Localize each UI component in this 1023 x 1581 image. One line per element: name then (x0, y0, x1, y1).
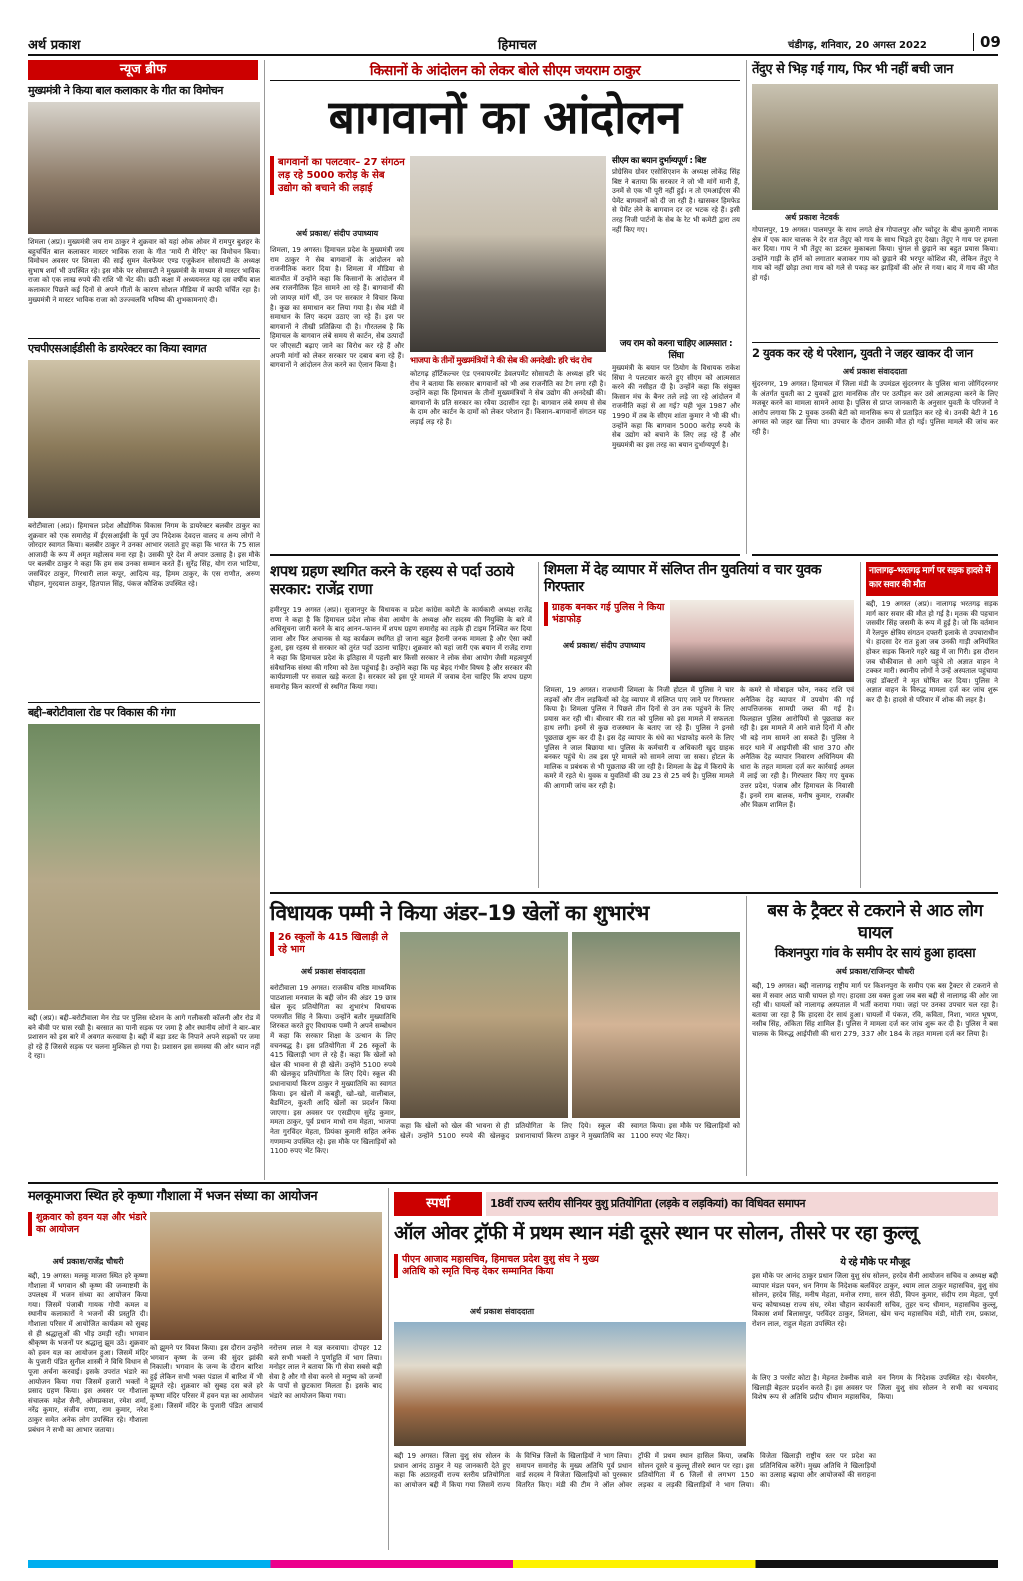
lead-side-body: प्रोग्रेसिव ग्रोवर एसोसिएशन के अध्यक्ष लोकेंद्र सिंह बिष्ट ने बताया कि सरकार ने जो भी मांगें मानी हैं, उनमें से एक भी पूरी नहीं हुई। न तो एमआईएस की पेमेंट बागवानों को दी जा रही है। खासकर हिमफेड से पेमेंट लेने के बागवान दर दर भटक रहे हैं। इसी तरह निजी पार्टनों के सेब के रेट भी कमेटी द्वारा तय नहीं किए गए। (612, 168, 740, 234)
gaushala-body: बद्दी, 19 अगस्त। मलकू माजरा स्थित हरे कृष्णा गौशाला में भगवान श्री कृष्ण की जन्माष्टमी के उपलक्ष्य में भजन संध्या का आयोजन किया गया। जिसमें पंजाबी गायक गोपी कमल व स्थानीय कलाकारों ने भजनों की प्रस्तुति दी। गौशाला परिसर में आयोजित कार्यक्रम को सुबह से ही श्रद्धालुओं की भीड़ उमड़ी रही। भगवान श्रीकृष्ण के भजनों पर श्रद्धालु झूम उठे। शुक्रवार को हवन यज्ञ का आयोजन हुआ। जिसमें मंदिर के पुजारी पंडित सुनील शास्त्री ने विधि विधान से पूजा अर्चना करवाई। इसके उपरांत भंडारे का आयोजन किया गया जिसमें हजारों भक्तों ने प्रसाद ग्रहण किया। इस अवसर पर गौशाला संचालक महेश सैनी, ओमप्रकाश, रमेश शर्मा, नरेंद्र कुमार, संजीव राणा, राम कुमार, नरेश ठाकुर समेत अनेक लोग उपस्थित रहे। गौशाला प्रबंधन ने सभी का आभार जताया। (28, 1272, 148, 1434)
youth-body: सुंदरनगर, 19 अगस्त। हिमाचल में जिला मंडी के उपमंडल सुंदरनगर के पुलिस थाना जोगिंदरनगर के अंतर्गत युवती का 2 युवकों द्वारा मानसिक तौर पर उत्पीड़न कर उसे आत्महत्या करने के लिए मजबूर करने का मामला सामने आया है। पुलिस से प्राप्त जानकारी के अनुसार युवती के परिजनों ने आरोप लगाया कि 2 युवक उनकी बेटी को मानसिक रूप से प्रताड़ित कर रहे थे। उनकी बेटी ने 16 अगस्त को जहर खा लिया था। उपचार के दौरान उसकी मौत हो गई। पुलिस मामले की जांच कर रही है। (752, 380, 998, 436)
pammi-body-2: कहा कि खेलों को खेल की भावना से ही खेलें। उन्होंने 5100 रुपये की खेलकूद प्रतियोगिता के लिए दिये। स्कूल की प्रधानाचार्या किरण ठाकुर ने मुख्यातिथि का स्वागत किया। इस मौके पर खिलाड़ियों को 1100 रुपए भेंट किए। (400, 1122, 740, 1140)
brief3-title: बद्दी–बरोटीवाला रोड पर विकास की गंगा (28, 706, 176, 719)
bus-body: बद्दी, 19 अगस्त। बद्दी नालागढ़ राष्ट्रीय मार्ग पर किशनपुरा के समीप एक बस ट्रैक्टर से टकराने से बस में सवार आठ यात्री घायल हो गए। हादसा उस वक्त हुआ जब बस बद्दी से नालागढ़ की ओर जा रही थी। घायलों को नालागढ़ अस्पताल में भर्ती कराया गया। जहां पर उनका उपचार चल रहा है। बताया जा रहा है कि हादसा देर सायं हुआ। घायलों में पंकज, रवि, कविता, निशा, भारत भूषण, नसीब सिंह, अंकिता सिंह शामिल हैं। पुलिस ने मामला दर्ज कर जांच शुरू कर दी है। पुलिस ने बस चालक के विरुद्ध आईपीसी की धारा 279, 337 और 184 के तहत मामला दर्ज कर लिया है। (752, 982, 998, 1038)
lead-subhead: बागवानों का पलटवार– 27 संगठन लड़ रहे 5000 करोड़ के सेब उद्योग को बचाने की लड़ाई (270, 156, 408, 195)
shimla-photo (670, 600, 854, 682)
cow-body: गोपालपुर, 19 अगस्त। पालमपुर के साथ लगते क्षेत्र गोपालपुर और च्योदूर के बीच कुमारी नामक क्षेत्र में एक कार चालक ने देर रात तेंदुए को गाय के साथ भिड़ते हुए देखा। तेंदुए ने गाय पर हमला कर दिया। गाय ने भी तेंदुए का डटकर मुकाबला किया। चुंगल से छुड़ाने का बहुत प्रयास किया। उन्होंने गाड़ी के हॉर्न को लगातार बजाकर गाय को छुड़ाने की भरपूर कोशिश की, लेकिन तेंदुए ने गाय को नहीं छोड़ा तथा गाय को गले से पकड़ कर झाड़ियों की ओर ले गया। बाद में गाय की मौत हो गई। (752, 226, 998, 282)
masthead-dateline: चंडीगढ़, शनिवार, 20 अगस्त 2022 (788, 40, 927, 51)
cm-photo (410, 156, 606, 352)
wushu-box-body: इस मौके पर आनंद ठाकुर प्रधान जिला वुशु संघ सोलन, हरदेव सैनी आयोजन सचिव व अध्यक्ष बद्दी व्यापार मंडल पवन, धन निगम के निदेशक बलविंदर ठाकुर, श्याम लाल ठाकुर महासचिव, वुशु संघ सोलन, हरदेव सिंह, मनीष मेहता, मनोज राणा, सरन सेठी, विपन कुमार, संदीप राम मेहता, पूर्ण चन्द कोषाध्यक्ष राज्य संघ, रमेश चौहान कार्यकारी सचिव, तुहर चन्द धीमान, महासचिव कुल्लू, विकास शर्मा बिलासपुर, परविंदर ठाकुर, शिमला, खेम चन्द महासचिव मंडी, मोती राम, प्रकाश, रोशन लाल, राहुल मेहता उपस्थित रहे। (752, 1272, 998, 1328)
wushu-subhead: पीएन आजाद महासचिव, हिमाचल प्रदेश वुशु संघ ने मुख्य अतिथि को स्मृति चिन्ह देकर सम्मानित किया (394, 1254, 612, 1278)
wushu-byline: अर्थ प्रकाश संवाददाता (469, 1307, 535, 1316)
shimla-subhead: ग्राहक बनकर गई पुलिस ने किया भंडाफोड़ (544, 602, 672, 626)
wushu-kicker: 18वीं राज्य स्तरीय सीनियर वुशु प्रतियोगिता (लड़के व लड़कियां) का विधिवत समापन (490, 1197, 805, 1210)
shimla-body-2: के कमरे से मोबाइल फोन, नकद राशि एवं अनैतिक देह व्यापार में उपयोग की गई आपत्तिजनक सामग्री जब्त की गई है। फिलहाल पुलिस आरोपियों से पूछताछ कर रही है। इस मामले में आने वाले दिनों में और भी बड़े नाम सामने आ सकते हैं। पुलिस ने सदर थाने में आइपीसी की धारा 370 और अनैतिक देह व्यापार निवारण अधिनियम की धारा के तहत मामला दर्ज कर कार्रवाई अमल में लाई जा रही है। गिरफ्तार किए गए युवक उत्तर प्रदेश, पंजाब और हिमाचल के निवासी हैं। इनमें राम बालक, मनीष कुमार, राजबीर और विक्रम शामिल हैं। (740, 686, 854, 810)
cow-byline: अर्थ प्रकाश नेटवर्क (784, 213, 840, 222)
wushu-headline: ऑल ओवर ट्रॉफी में प्रथम स्थान मंडी दूसरे स्थान पर सोलन, तीसरे पर रहा कुल्लू (394, 1222, 918, 1244)
pammi-headline: विधायक पम्मी ने किया अंडर–19 खेलों का शुभारंभ (270, 901, 649, 925)
pammi-photo-1 (400, 932, 568, 1118)
lead-kicker-bar (270, 60, 740, 81)
wushu-body-2: के लिए 3 परसेंट कोटा है। मेहनत टेक्नीक वाले खिलाड़ी बेहतर प्रदर्शन करते हैं। इस अवसर पर विशेष रूप से अतिथि प्रदीप धीमान महासचिव, वन निगम के निदेशक उपस्थित रहे। चेयरमैन, जिला वुशु संघ सोलन ने सभी का धन्यवाद किया। (752, 1374, 998, 1402)
lead-byline: अर्थ प्रकाश/ संदीप उपाध्याय (295, 229, 379, 238)
wushu-kicker-box (486, 1192, 998, 1216)
lead-side2-body: मुख्यमंत्री के बयान पर ठियोग के विधायक राकेश सिंघा ने पलटवार करते हुए सीएम को आत्मसात करने की नसीहत दी है। उन्होंने कहा कि संयुक्त किसान मंच के बैनर तले लड़े जा रहे आंदोलन में राजनीति कहां से आ गई? यही भूल 1987 और 1990 में तब के सीएम शांता कुमार ने भी की थी। उन्होंने कहा कि बागवान 5000 करोड़ रुपये के सेब उद्योग को बचाने के लिए लड़ रहे हैं और मुख्यमंत्री का इस तरह का बयान दुर्भाग्यपूर्ण है। (612, 364, 740, 449)
pammi-photo-2 (572, 932, 740, 1118)
gaushala-body-2: को झूमने पर विवश किया। इस दौरान उन्होंने भगवान कृष्ण के जन्म की सुंदर झांकी निकाली। भगवान के जन्म के दौरान बारिश हुई लेकिन सभी भक्त पंडाल में बारिश में भी झूमते रहे। शुक्रवार को सुबह दस बजे हरे कृष्णा मंदिर परिसर में हवन यज्ञ का आयोजन हुआ। जिसमें मंदिर के पुजारी पंडित आचार्य नरोत्तम लाल ने यज्ञ करवाया। दोपहर 12 बजे सभी भक्तों ने पूर्णाहुति में भाग लिया। मनोहर लाल ने बताया कि गौ सेवा सबसे बड़ी सेवा है और गौ सेवा करने से मनुष्य को जन्मों के पापों से छुटकारा मिलता है। इसके बाद भंडारे का आयोजन किया गया। (150, 1344, 382, 1410)
youth-byline: अर्थ प्रकाश संवाददाता (842, 367, 908, 376)
bus-byline: अर्थ प्रकाश/राजिन्दर चौधरी (835, 967, 915, 976)
pammi-subhead: 26 स्कूलों के 415 खिलाड़ी ले रहे भाग (270, 932, 398, 956)
lead-caption-body: कोटगढ़ हॉर्टिकल्चर एंड एनवायरमेंट डेवलपमेंट सोसायटी के अध्यक्ष हरि चंद रोच ने बताया कि सरकार बागवानों को भी अब राजनीति का टैग लगा रही है। उन्होंने कहा कि हिमाचल के तीनों मुख्यमंत्रियों ने सेब उद्योग की अनदेखी की। बागवानों के प्रति सरकार का रवैया उदासीन रहा है। बागवान लंबे समय से सेब के दाम और कार्टन के दामों को लेकर परेशान हैं। किसान–बागवानों संगठन यह लड़ाई लड़ रहे हैं। (410, 370, 606, 426)
accident-headline: नालागढ़–भरतगढ़ मार्ग पर सड़क हादसे में कार सवार की मौत (869, 566, 991, 590)
accident-headline-box (866, 562, 998, 596)
wushu-body: बद्दी 19 अगस्त। जिला वुशु संघ सोलन के प्रधान आनंद ठाकुर ने यह जानकारी देते हुए कहा कि अठारहवीं राज्य स्तरीय प्रतियोगिता का आयोजन बद्दी में किया गया जिसमें राज्य के विभिन्न जिलों के खिलाड़ियों ने भाग लिया। समापन समारोह के मुख्य अतिथि पूर्व प्रधान वार्ड सदस्य ने विजेता खिलाड़ियों को पुरस्कार वितरित किए। मंडी की टीम ने ऑल ओवर ट्रॉफी में प्रथम स्थान हासिल किया, जबकि सोलन दूसरे व कुल्लू तीसरे स्थान पर रहा। इस प्रतियोगिता में 6 जिलों से लगभग 150 लड़का व लड़की खिलाड़ियों ने भाग लिया। विजेता खिलाड़ी राष्ट्रीय स्तर पर प्रदेश का प्रतिनिधित्व करेंगे। मुख्य अतिथि ने खिलाड़ियों का उत्साह बढ़ाया और आयोजकों की सराहना की। (394, 1452, 876, 1489)
print-color-bar (28, 1560, 998, 1568)
brief2-title: एचपीएसआईडीसी के डायरेक्टर का किया स्वागत (28, 342, 207, 355)
brief3-road-photo (28, 724, 260, 1010)
masthead-section: हिमाचल (498, 38, 537, 53)
lead-side-title: सीएम का बयान दुर्भाग्यपूर्ण : बिष्ट (612, 156, 706, 166)
accident-body: बद्दी, 19 अगस्त (अप्र)। नालागढ़ भरतगढ़ सड़क मार्ग कार सवार की मौत हो गई है। मृतक की पहचान जसवीर सिंह जसमी के रूप में हुई है। जो कि वर्तमान में रेलपुरु क्षेत्रिय संगठन दफ्तरी इलाके से उपचाराधीन थे। हादसा देर रात हुआ जब उनकी गाड़ी अनियंत्रित होकर सड़क किनारे गहरे खड्ड में जा गिरी। इस दौरान जब चौकीवाल से आगे पहुंचे तो अज्ञात वाहन ने टक्कर मारी। स्थानीय लोगों ने उन्हें अस्पताल पहुंचाया जहां डॉक्टरों ने मृत घोषित कर दिया। पुलिस ने अज्ञात वाहन के विरुद्ध मामला दर्ज कर जांच शुरू कर दी है। हादसे से परिवार में शोक की लहर है। (866, 600, 998, 704)
masthead-paper-name: अर्थ प्रकाश (28, 38, 81, 53)
shimla-headline: शिमला में देह व्यापार में संलिप्त तीन युवतियां व चार युवक गिरफ्तार (544, 562, 822, 595)
cow-headline: तेंदुए से भिड़ गई गाय, फिर भी नहीं बची जान (752, 62, 953, 77)
cow-leopard-photo (752, 84, 998, 210)
news-brief-label: न्यूज ब्रीफ (28, 60, 258, 80)
brief1-text: शिमला (अप्र)। मुख्यमंत्री जय राम ठाकुर ने शुक्रवार को यहां ओक ओवर में रामपुर बुशहर के बहुचर्चित बाल कलाकार मास्टर भाविक राजा के गीत 'मायें री मेरिए' का विमोचन किया। विमोचन अवसर पर शिमला की साई सुमन वेलफेयर एण्ड एजुकेशन सोसायटी के अध्यक्ष सुभाष शर्मा भी उपस्थित रहे। इस मौके पर सोसायटी ने मुख्यमंत्री के माध्यम से मास्टर भाविक राजा को एक लाख रुपये की राशि भी भेंट की। छठी कक्षा में अध्ययनरत यह दस वर्षीय बाल कलाकार पिछले कई दिनों से अपने गीतों के कारण सोशल मीडिया में काफी चर्चित रहा है। मुख्यमंत्री ने मास्टर भाविक राजा को उज्ज्वलवि भविष्य की शुभकामनाएं दी। (28, 238, 260, 304)
gaushala-subhead: शुक्रवार को हवन यज्ञ और भंडारे का आयोजन (28, 1212, 152, 1236)
shimla-byline: अर्थ प्रकाश/ संदीप उपाध्याय (562, 641, 646, 650)
lead-kicker: किसानों के आंदोलन को लेकर बोले सीएम जयराम ठाकुर (369, 63, 641, 79)
brief2-photo (28, 360, 260, 518)
masthead (28, 32, 1001, 56)
page-number: 09 (973, 33, 1001, 51)
gaushala-photo (150, 1212, 382, 1340)
brief2-text: बरोटीवाला (अप्र)। हिमाचल प्रदेश औद्योगिक विकास निगम के डायरेक्टर बलबीर ठाकुर का शुक्रवार को एक समारोह में ईएसआईसी के पूर्व उप निदेशक देवदत्त वालद व अन्य लोगों ने जोरदार स्वागत किया। बलबीर ठाकुर ने उनका आभार जताते हुए कहा कि भारत के 75 साल आजादी के रूप में अमृत महोत्सव मना रहा है। उसकी पूरे देश में अपार उत्साह है। इस मौके पर बलबीर ठाकुर ने कहा कि हम सब उनका सम्मान करते हैं। सुरेंद्र सिंह, योग राज भाटिया, जसविंदर ठाकुर, गिरधारी लाल कपूर, आदित्य वड़, हिमम ठाकुर, के एस राणौत, अरुण चौहान, गुरदयाल ठाकुर, हितपाल सिंह, पंकज कौशिक उपस्थित रहे। (28, 522, 260, 588)
pammi-body: बरोटीवाला 19 अगस्त। राजकीय वरिष्ठ माध्यमिक पाठशाला मनवाल के बद्दी जोन की अंडर 19 छात्र खेल कूद प्रतियोगिता का शुभारंभ विधायक परमजीत सिंह ने किया। उन्होंने बतौर मुख्यातिथि शिरकत करते हुए विधायक पम्मी ने अपने सम्बोधन में कहा कि सरकार शिक्षा के उत्थान के लिए वचनबद्ध है। इस प्रतियोगिता में 26 स्कूलों के 415 खिलाड़ी भाग ले रहे हैं। कहा कि खेलों को खेल की भावना से ही खेलें। उन्होंने 5100 रुपये की खेलकूद प्रतियोगिता के लिए दिये। स्कूल की प्रधानाचार्या किरण ठाकुर ने मुख्यातिथि का स्वागत किया। इन खेलों में कबड्डी, खो–खो, वालीबाल, बैडमिंटन, कुश्ती आदि खेलों का प्रदर्शन किया जाएगा। इस अवसर पर एसडीएम सुरेंद्र कुमार, ममता ठाकुर, पूर्व प्रधान माधो राम मेहता, भाजपा नेता गुरविंदर मेहता, प्रियंका कुमारी सहित अनेक गणमान्य उपस्थित रहे। इस मौके पर खिलाड़ियों को 1100 रुपए भेंट किए। (270, 984, 396, 1156)
rana-body: हमीरपुर 19 अगस्त (अप्र)। सुजानपुर के विधायक व प्रदेश कांग्रेस कमेटी के कार्यकारी अध्यक्ष राजेंद्र राणा ने कहा है कि हिमाचल प्रदेश लोक सेवा आयोग के अध्यक्ष और सदस्य की नियुक्ति के बारे में अधिसूचना जारी करने के बाद आनन–फानन में शपथ ग्रहण समारोह का तड़के ही टाइम निश्चित कर दिया जाना और फिर अचानक से यह कार्यक्रम स्थगित हो जाना बहुत हैरानी जनक मामला है और ऐसा क्यों हुआ, इस रहस्य से सरकार को तुरंत पर्दा उठाना चाहिए। शुक्रवार को यहां जारी एक बयान में राजेंद्र राणा ने कहा कि हिमाचल प्रदेश के इतिहास में पहली बार किसी सरकार ने लोक सेवा आयोग जैसी महत्वपूर्ण संवैधानिक संस्था की गरिमा को ठेस पहुंचाई है। उन्होंने कहा कि यह बेहद गंभीर विषय है और सरकार की कार्यप्रणाली पर सवाल खड़े करता है। सरकार को इस पूरे मामले में जवाब देना चाहिए कि शपथ ग्रहण समारोह किन कारणों से स्थगित किया गया। (270, 606, 532, 691)
brief1-photo (28, 102, 260, 234)
wushu-tag: स्पर्धा (394, 1192, 482, 1216)
youth-headline: 2 युवक कर रहे थे परेशान, युवती ने जहर खाकर दी जान (752, 346, 973, 360)
gaushala-headline: मलकूमाजरा स्थित हरे कृष्णा गौशाला में भजन संध्या का आयोजन (28, 1189, 318, 1204)
wushu-photo (394, 1322, 746, 1446)
brief1-title: मुख्यमंत्री ने किया बाल कलाकार के गीत का विमोचन (28, 84, 223, 97)
rana-headline: शपथ ग्रहण स्थगित करने के रहस्य से पर्दा उठाये सरकार: राजेंद्र राणा (270, 562, 514, 598)
lead-body-1: शिमला, 19 अगस्त। हिमाचल प्रदेश के मुख्यमंत्री जय राम ठाकुर ने सेब बागवानों के आंदोलन को राजनीतिक करार दिया है। शिमला में मीडिया से बातचीत में उन्होंने कहा कि किसानों के आंदोलन में अब राजनीतिक हित सामने आ रहे हैं। बागवानों की जो जायज़ मांगें थीं, उन पर सरकार ने विचार किया है। कुछ का समाधान कर लिया गया है। सेब मंडी में समाधान के लिए कदम उठाए जा रहे हैं। इस पर बागवानों ने तीखी प्रतिक्रिया दी है। गौरतलब है कि हिमाचल के बागवान लंबे समय से कार्टन, सेब उत्पादों पर जीएसटी बढ़ाए जाने का विरोध कर रहे हैं और अपनी मांगों को लेकर सरकार पर दबाव बना रहे हैं। बागवानों ने आंदोलन तेज करने का ऐलान किया है। (270, 246, 404, 370)
pammi-byline: अर्थ प्रकाश संवाददाता (300, 967, 366, 976)
lead-photo-caption: भाजपा के तीनों मुख्यमंत्रियों ने की सेब की अनदेखी: हरि चंद रोच (410, 356, 592, 366)
gaushala-byline: अर्थ प्रकाश/राजेंद्र चौधरी (52, 1257, 124, 1266)
brief3-text: बद्दी (अप्र)। बद्दी–बरोटीवाला मेन रोड पर पुलिस स्टेशन के आगे गलीकसी कॉलनी और रोड में बने बीवी पर घास रखी है। बरसात का पानी सड़क पर जमा है और स्थानीय लोगों ने बार–बार प्रशासन को इस बारे में अवगत करवाया है। बद्दी में बड़ा डस्ट के निपाने अपने सड़कों पर जमा हो रहे हैं जिससे सड़क पर चलना मुश्किल हो गया है। प्रशासन इस समस्या की ओर ध्यान नहीं दे रहा। (28, 1014, 260, 1061)
wushu-box-title: ये रहे मौके पर मौजूद (840, 1257, 910, 1268)
shimla-body: शिमला, 19 अगस्त। राजधानी शिमला के निजी होटल में पुलिस ने चार लड़कों और तीन लड़कियों को देह व्यापार में संलिप्त पाए जाने पर गिरफ्तार किया है। शिमला पुलिस ने पिछले तीन दिनों से उन तक पहुंचने के लिए प्रयास कर रही थी। बीरवार की रात को पुलिस को इस मामले में सफलता हाथ लगी। इनमें से कुछ राजस्थान के बताए जा रहे हैं। पुलिस ने इनसे पूछताछ शुरू कर दी है। इस देह व्यापार के धंधे का भंडाफोड़ करने के लिए पुलिस ने जाल बिछाया था। पुलिस के कर्मचारी व अधिकारी खुद ग्राहक बनकर पहुंचे थे। तब इस पूरे मामले को सामने लाया जा सका। होटल के मालिक व प्रबंधक से भी पूछताछ की जा रही है। शिमला के ढेढ़ में किराये के कमरे में रहते थे। युवक व युवतियों की उम्र 23 से 25 वर्ष है। पुलिस मामले की आगामी जांच कर रही है। (544, 686, 734, 790)
lead-side2-title: जय राम को करना चाहिए आत्मसात : सिंघा (619, 339, 733, 361)
bus-headline: बस के ट्रैक्टर से टकराने से आठ लोग घायल (767, 901, 983, 943)
lead-headline: बागवानों का आंदोलन (328, 90, 682, 144)
bus-subhead: किशनपुरा गांव के समीप देर सायं हुआ हादसा (774, 946, 976, 961)
